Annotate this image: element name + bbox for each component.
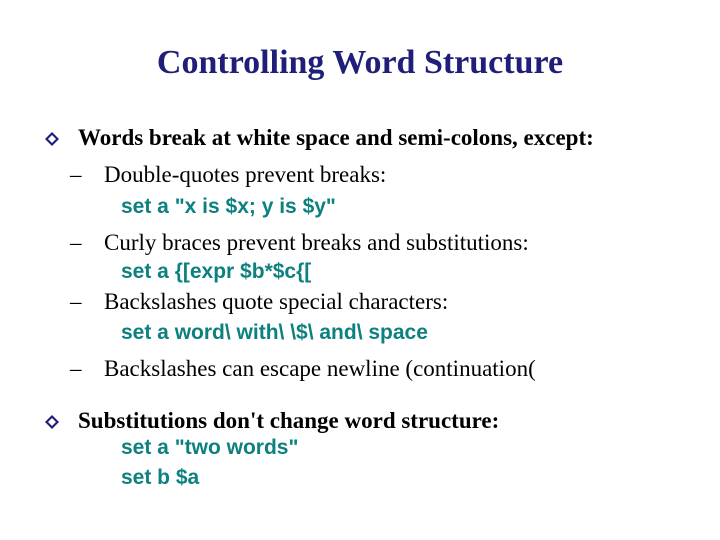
- code-line: set a {[expr $b*$c{[: [121, 260, 312, 283]
- dash: –: [70, 162, 82, 187]
- sub-item: [70, 230, 529, 256]
- sub-item-text: Curly braces prevent breaks and substitutions:: [104, 230, 529, 255]
- code-line: set a "two words": [121, 436, 299, 459]
- bullet-text: Substitutions don't change word structure:: [78, 408, 500, 433]
- sub-item: [70, 289, 448, 315]
- code-line: set b $a: [121, 466, 200, 489]
- diamond-bullet-icon: [45, 415, 59, 429]
- bullet-item: [45, 408, 499, 434]
- sub-item: [70, 162, 386, 188]
- sub-item-text: Backslashes quote special characters:: [104, 289, 449, 314]
- code-line: set a "x is $x; y is $y": [121, 195, 336, 218]
- diamond-bullet-icon: [45, 132, 59, 146]
- bullet-item: [45, 125, 594, 151]
- bullet-text: Words break at white space and semi-colons, except:: [78, 125, 594, 150]
- dash: –: [70, 356, 82, 381]
- sub-item-text: Backslashes can escape newline (continuation(: [104, 356, 536, 381]
- dash: –: [70, 230, 82, 255]
- sub-item-text: Double-quotes prevent breaks:: [104, 162, 387, 187]
- sub-item: [70, 356, 536, 382]
- code-line: set a word\ with\ \$\ and\ space: [121, 321, 428, 344]
- slide-title: Controlling Word Structure: [156, 44, 564, 81]
- dash: –: [70, 289, 82, 314]
